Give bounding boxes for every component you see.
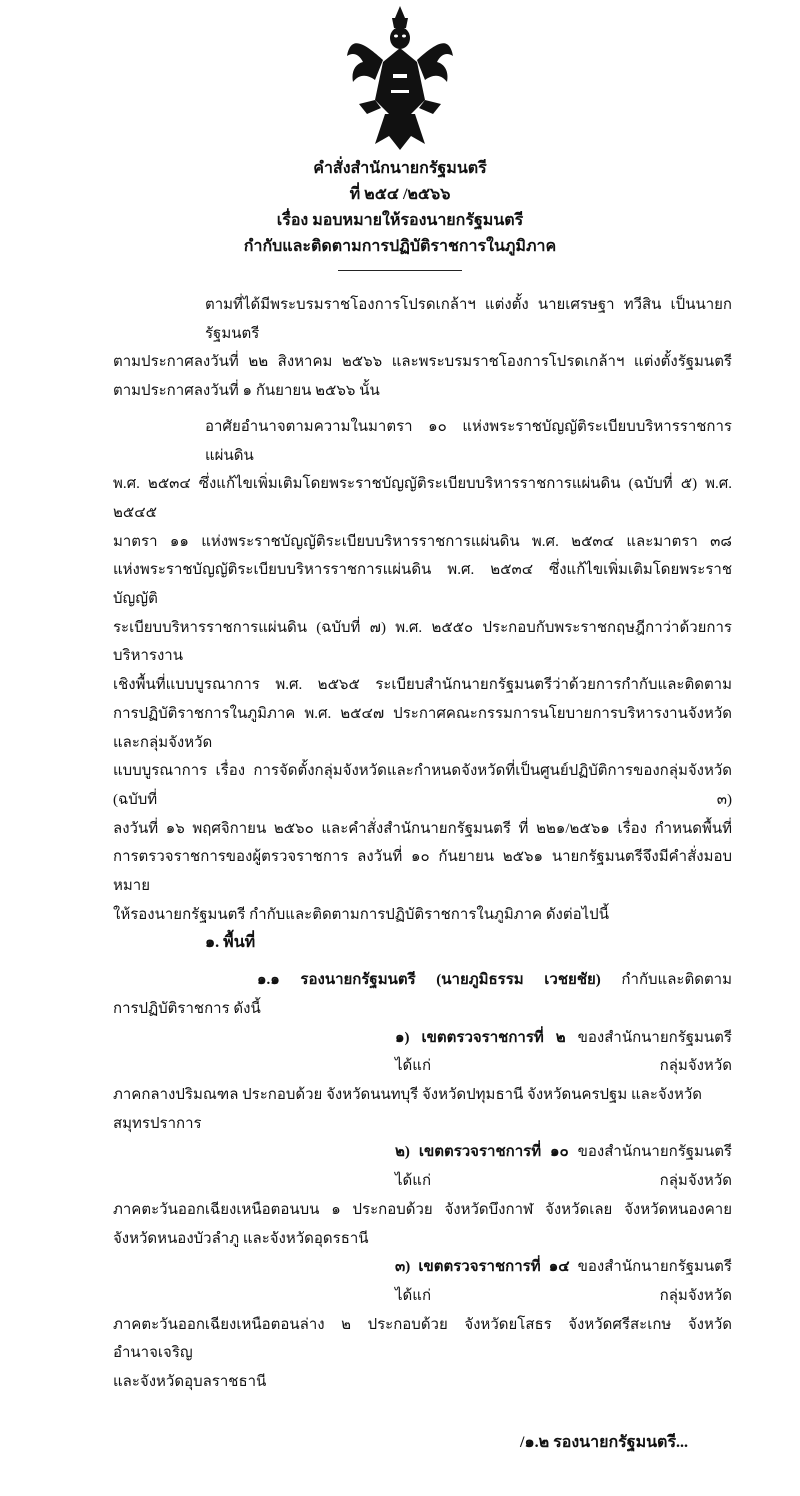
paragraph-2-line: แห่งพระราชบัญญัติระเบียบบริหารราชการแผ่นดิน พ.ศ. ๒๕๓๔ ซึ่งแก้ไขเพิ่มเติมโดยพระราชบัญญัติ	[113, 562, 732, 608]
paragraph-2-line: อาศัยอำนาจตามความในมาตรา ๑๐ แห่งพระราชบัญญัติระเบียบบริหารราชการแผ่นดิน	[205, 418, 732, 464]
paragraph-1-line: ตามที่ได้มีพระบรมราชโองการโปรดเกล้าฯ แต่งตั้ง นายเศรษฐา ทวีสิน เป็นนายกรัฐมนตรี	[205, 297, 732, 342]
zone-item	[113, 1253, 732, 1310]
paragraph-2-line: ให้รองนายกรัฐมนตรี กำกับและติดตามการปฏิบัติราชการในภูมิภาค ดังต่อไปนี้	[113, 906, 609, 923]
paragraph-1	[113, 291, 732, 406]
divider	[338, 270, 462, 271]
paragraph-2-line: แบบบูรณาการ เรื่อง การจัดตั้งกลุ่มจังหวัดและกำหนดจังหวัดที่เป็นศูนย์ปฏิบัติการของกลุ่มจังหวัด (ฉบับที่ ๓)	[113, 763, 732, 808]
zone-list	[113, 1024, 732, 1397]
section-heading: ๑. พื้นที่	[205, 934, 256, 952]
zone-title: ๓) เขตตรวจราชการที่ ๑๔	[395, 1259, 570, 1276]
paragraph-2-line: เชิงพื้นที่แบบบูรณาการ พ.ศ. ๒๕๖๕ ระเบียบสำนักนายกรัฐมนตรีว่าด้วยการกำกับและติดตาม	[113, 677, 732, 694]
paragraph-2-line: ลงวันที่ ๑๖ พฤศจิกายน ๒๕๖๐ และคำสั่งสำนักนายกรัฐมนตรี ที่ ๒๒๑/๒๕๖๑ เรื่อง กำหนดพื้นที่	[113, 820, 732, 837]
paragraph-2-line: พ.ศ. ๒๕๓๔ ซึ่งแก้ไขเพิ่มเติมโดยพระราชบัญญัติระเบียบบริหารราชการแผ่นดิน (ฉบับที่ ๕) พ.ศ. ๒๕๔๕	[113, 476, 732, 521]
zone-title: ๒) เขตตรวจราชการที่ ๑๐	[395, 1144, 569, 1161]
paragraph-2-line: ระเบียบบริหารราชการแผ่นดิน (ฉบับที่ ๗) พ.ศ. ๒๕๕๐ ประกอบกับพระราชกฤษฎีกาว่าด้วยการบริหารงาน	[113, 619, 732, 665]
paragraph-2-line: การตรวจราชการของผู้ตรวจราชการ ลงวันที่ ๑๐ กันยายน ๒๕๖๑ นายกรัฐมนตรีจึงมีคำสั่งมอบหมาย	[113, 849, 732, 895]
order-number: ที่ ๒๕๔ /๒๕๖๖	[349, 186, 451, 203]
paragraph-2	[113, 413, 732, 930]
subject-line-2: กำกับและติดตามการปฏิบัติราชการในภูมิภาค	[243, 238, 557, 255]
section-1-1-title: ๑.๑ รองนายกรัฐมนตรี (นายภูมิธรรม เวชยชัย)	[257, 972, 601, 989]
zone-item-line: จังหวัดหนองบัวลำภู และจังหวัดอุดรธานี	[113, 1230, 369, 1247]
document-title: คำสั่งสำนักนายกรัฐมนตรี	[313, 160, 487, 177]
zone-text: ของสำนักนายกรัฐมนตรี ได้แก่ กลุ่มจังหวัด	[395, 1029, 732, 1075]
zone-text: ของสำนักนายกรัฐมนตรี ได้แก่ กลุ่มจังหวัด	[395, 1259, 732, 1304]
paragraph-2-line: การปฏิบัติราชการในภูมิภาค พ.ศ. ๒๕๔๗ ประกาศคณะกรรมการนโยบายการบริหารงานจังหวัดและกลุ่มจังหวัด	[113, 705, 732, 751]
section-1-1	[113, 966, 732, 995]
zone-item	[113, 1024, 732, 1081]
section-1-1-text: กำกับและติดตาม	[600, 972, 732, 989]
paragraph-1-line: ตามประกาศลงวันที่ ๑ กันยายน ๒๕๖๖ นั้น	[113, 383, 380, 400]
zone-item	[113, 1138, 732, 1195]
zone-item-line: ภาคตะวันออกเฉียงเหนือตอนล่าง ๒ ประกอบด้วย จังหวัดยโสธร จังหวัดศรีสะเกษ จังหวัดอำนาจเจริญ	[113, 1316, 732, 1362]
paragraph-2-line: มาตรา ๑๑ แห่งพระราชบัญญัติระเบียบบริหารราชการแผ่นดิน พ.ศ. ๒๕๓๔ และมาตรา ๓๘	[113, 533, 732, 550]
zone-item-line: ภาคตะวันออกเฉียงเหนือตอนบน ๑ ประกอบด้วย จังหวัดบึงกาฬ จังหวัดเลย จังหวัดหนองคาย	[113, 1201, 732, 1218]
subject-line-1: เรื่อง มอบหมายให้รองนายกรัฐมนตรี	[276, 212, 524, 229]
zone-title: ๑) เขตตรวจราชการที่ ๒	[395, 1029, 566, 1046]
zone-item-line: และจังหวัดอุบลราชธานี	[113, 1374, 267, 1391]
continuation-marker: /๑.๒ รองนายกรัฐมนตรี...	[520, 1433, 689, 1451]
paragraph-1-line: ตามประกาศลงวันที่ ๒๒ สิงหาคม ๒๕๖๖ และพระบรมราชโองการโปรดเกล้าฯ แต่งตั้งรัฐมนตรี	[113, 354, 732, 371]
section-1-1-line2: การปฏิบัติราชการ ดังนี้	[113, 1000, 261, 1017]
garuda-emblem-icon	[345, 4, 455, 152]
zone-item-line: ภาคกลางปริมณฑล ประกอบด้วย จังหวัดนนทบุรี จังหวัดปทุมธานี จังหวัดนครปฐม และจังหวัดสมุทรปราการ	[113, 1086, 703, 1132]
zone-text: ของสำนักนายกรัฐมนตรี ได้แก่ กลุ่มจังหวัด	[395, 1144, 732, 1190]
